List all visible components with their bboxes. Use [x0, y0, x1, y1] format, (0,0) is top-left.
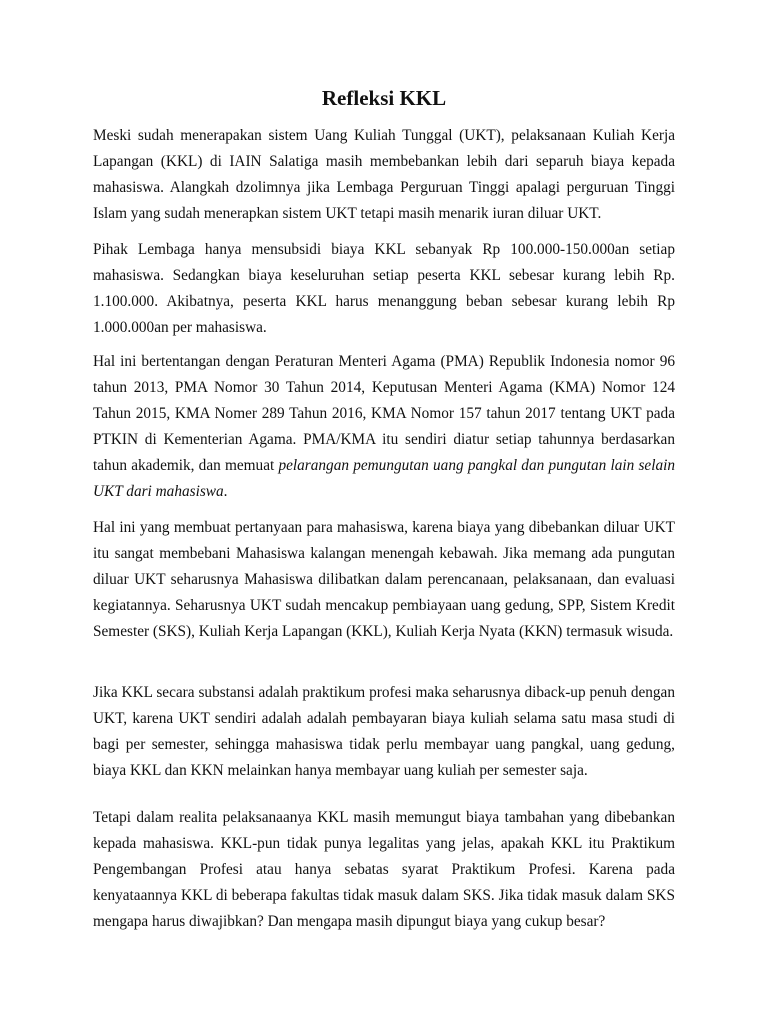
paragraph-4: Hal ini yang membuat pertanyaan para mahasiswa, karena biaya yang dibebankan diluar UKT itu sangat membebani Mahasiswa kalangan menengah kebawah. Jika memang ada pungutan diluar UKT seharusnya Mahasiswa dilibatkan dalam perencanaan, pelaksanaan, dan evaluasi kegiatannya. Seharusnya UKT sudah mencakup pembiayaan uang gedung, SPP, Sistem Kredit Semester (SKS), Kuliah Kerja Lapangan (KKL), Kuliah Kerja Nyata (KKN) termasuk wisuda.	[93, 519, 675, 640]
document-title: Refleksi KKL	[321, 86, 447, 110]
paragraph-1: Meski sudah menerapakan sistem Uang Kuliah Tunggal (UKT), pelaksanaan Kuliah Kerja Lapangan (KKL) di IAIN Salatiga masih membebankan lebih dari separuh biaya kepada mahasiswa. Alangkah dzolimnya jika Lembaga Perguruan Tinggi apalagi perguruan Tinggi Islam yang sudah menerapkan sistem UKT tetapi masih menarik iuran diluar UKT.	[93, 127, 675, 222]
paragraph-3-end: .	[223, 483, 228, 500]
paragraph-3	[93, 349, 675, 505]
paragraph-5: Jika KKL secara substansi adalah praktikum profesi maka seharusnya diback-up penuh dengan UKT, karena UKT sendiri adalah adalah pembayaran biaya kuliah selama satu masa studi di bagi per semester, sehingga mahasiswa tidak perlu membayar uang pangkal, uang gedung, biaya KKL dan KKN melainkan hanya membayar uang kuliah per semester saja.	[93, 684, 675, 779]
paragraph-3-text: Hal ini bertentangan dengan Peraturan Menteri Agama (PMA) Republik Indonesia nomor 96 tahun 2013, PMA Nomor 30 Tahun 2014, Keputusan Menteri Agama (KMA) Nomor 124 Tahun 2015, KMA Nomer 289 Tahun 2016, KMA Nomor 157 tahun 2017 tentang UKT pada PTKIN di Kementerian Agama. PMA/KMA itu sendiri diatur setiap tahunnya berdasarkan tahun akademik, dan memuat	[93, 353, 675, 474]
paragraph-6: Tetapi dalam realita pelaksanaanya KKL masih memungut biaya tambahan yang dibebankan kepada mahasiswa. KKL-pun tidak punya legalitas yang jelas, apakah KKL itu Praktikum Pengembangan Profesi atau hanya sebatas syarat Praktikum Profesi. Karena pada kenyataannya KKL di beberapa fakultas tidak masuk dalam SKS. Jika tidak masuk dalam SKS mengapa harus diwajibkan? Dan mengapa masih dipungut biaya yang cukup besar?	[93, 809, 675, 930]
paragraph-2: Pihak Lembaga hanya mensubsidi biaya KKL sebanyak Rp 100.000-150.000an setiap mahasiswa. Sedangkan biaya keseluruhan setiap peserta KKL sebesar kurang lebih Rp. 1.100.000. Akibatnya, peserta KKL harus menanggung beban sebesar kurang lebih Rp 1.000.000an per mahasiswa.	[93, 241, 675, 336]
paragraph-3-italic-text: pelarangan pemungutan uang pangkal dan pungutan lain selain UKT dari mahasiswa	[93, 457, 675, 500]
